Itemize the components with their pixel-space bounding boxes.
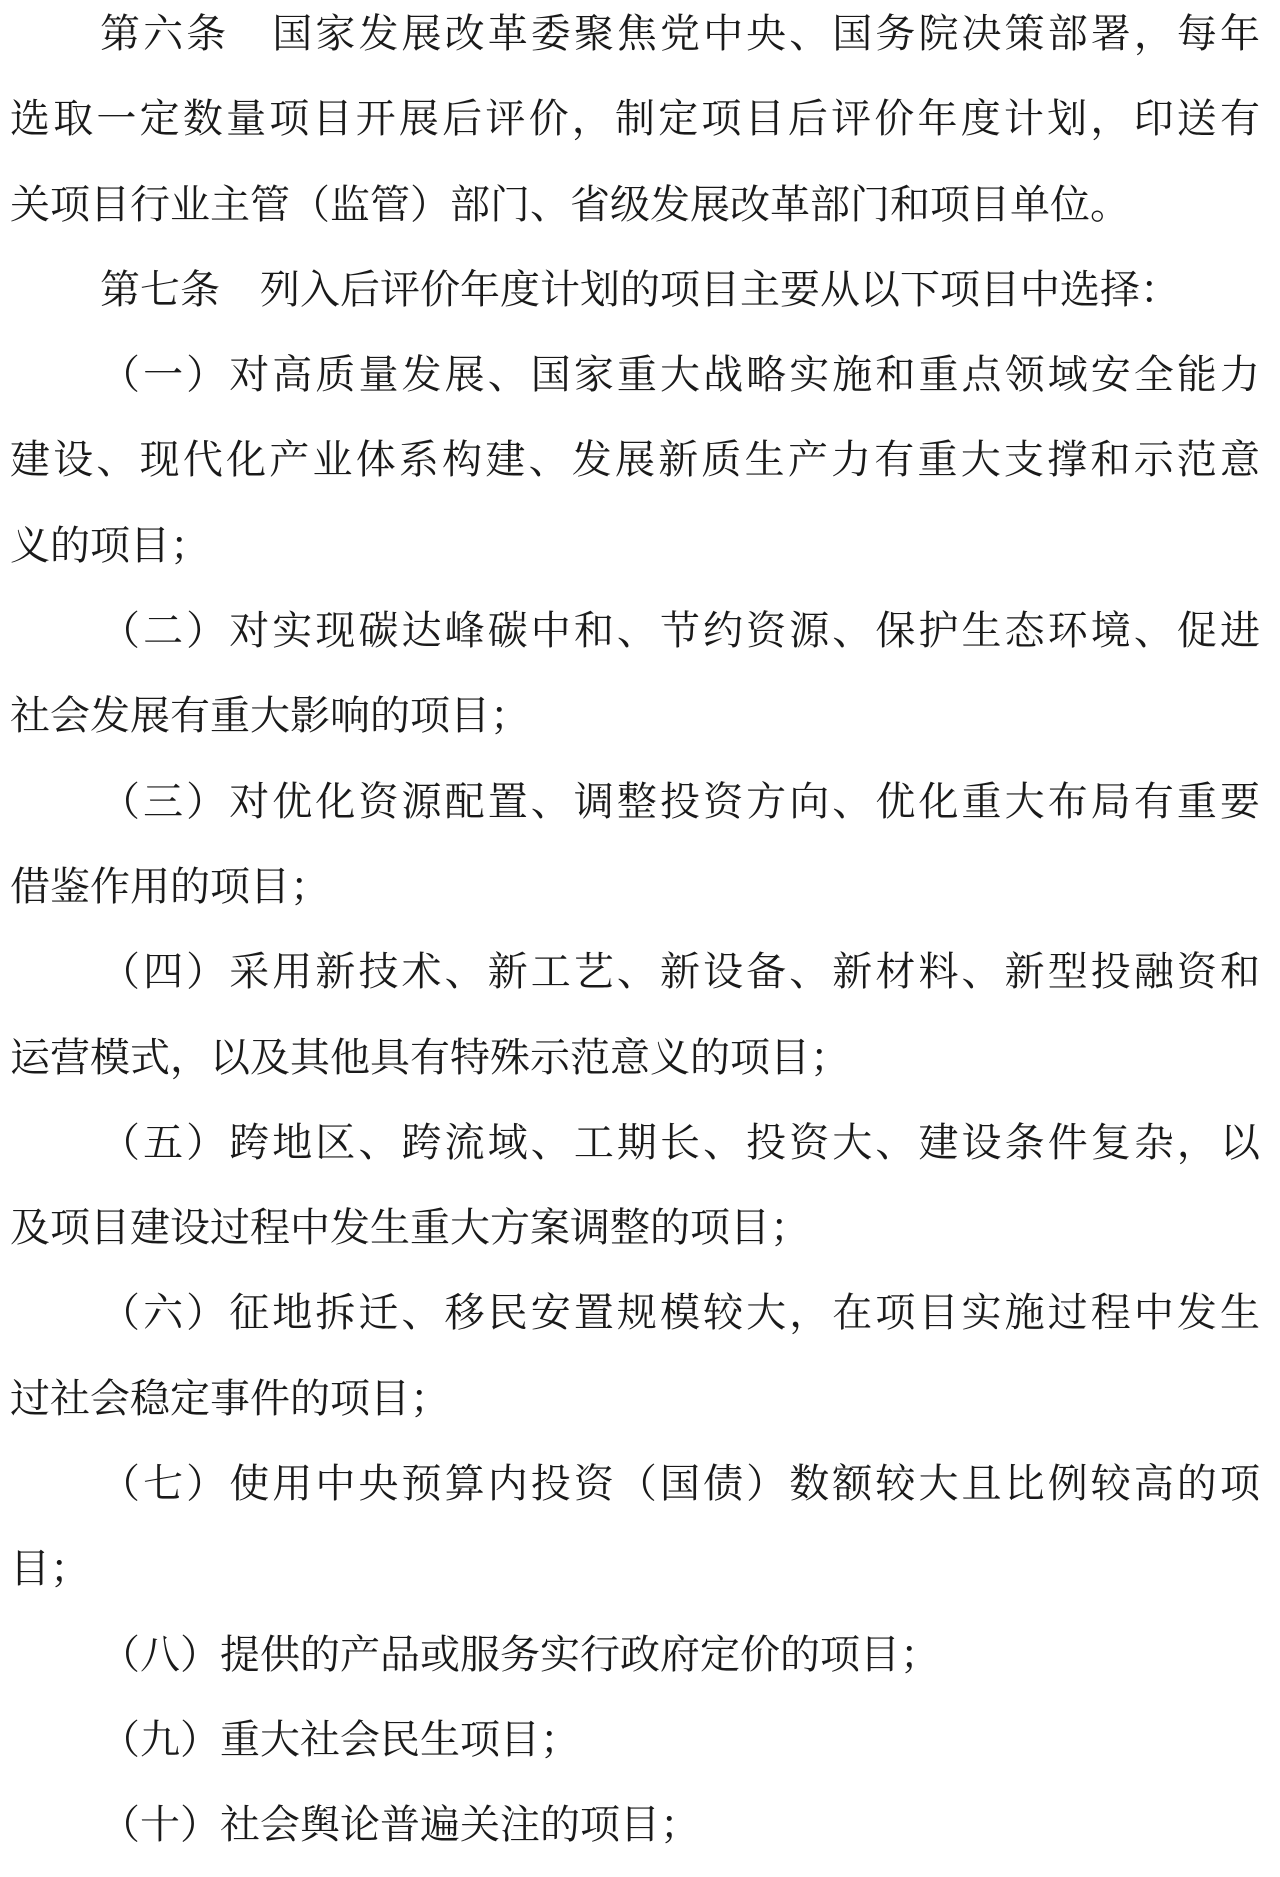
paragraph — [10, 0, 1260, 256]
text-line: （七）使用中央预算内投资（国债）数额较大且比例较高的项 — [100, 1461, 1260, 1508]
text-line: 及项目建设过程中发生重大方案调整的项目； — [10, 1205, 810, 1252]
text-line: 目； — [10, 1546, 90, 1593]
paragraph — [10, 341, 1260, 597]
paragraph — [10, 1450, 1260, 1621]
text-line: 第七条 列入后评价年度计划的项目主要从以下项目中选择： — [100, 266, 1180, 313]
paragraph — [10, 1621, 1260, 1706]
text-line: （三）对优化资源配置、调整投资方向、优化重大布局有重要 — [100, 778, 1260, 825]
text-line: 选取一定数量项目开展后评价，制定项目后评价年度计划，印送有 — [10, 96, 1260, 143]
paragraph — [10, 1279, 1260, 1450]
text-line: 过社会稳定事件的项目； — [10, 1375, 450, 1422]
text-line: （四）采用新技术、新工艺、新设备、新材料、新型投融资和 — [100, 949, 1260, 996]
text-line: 借鉴作用的项目； — [10, 863, 330, 910]
paragraph — [10, 1791, 1260, 1876]
text-line: （八）提供的产品或服务实行政府定价的项目； — [100, 1631, 940, 1678]
text-line: （五）跨地区、跨流域、工期长、投资大、建设条件复杂，以 — [100, 1119, 1260, 1166]
text-line: （二）对实现碳达峰碳中和、节约资源、保护生态环境、促进 — [100, 608, 1260, 655]
text-line: （九）重大社会民生项目； — [100, 1716, 580, 1763]
text-line: 运营模式，以及其他具有特殊示范意义的项目； — [10, 1034, 850, 1081]
paragraph — [10, 768, 1260, 939]
text-line: 建设、现代化产业体系构建、发展新质生产力有重大支撑和示范意 — [10, 437, 1260, 484]
text-line: 义的项目； — [10, 522, 210, 569]
text-line: （六）征地拆迁、移民安置规模较大，在项目实施过程中发生 — [100, 1290, 1260, 1337]
text-line: 第六条 国家发展改革委聚焦党中央、国务院决策部署，每年 — [100, 11, 1260, 57]
paragraph — [10, 256, 1260, 341]
paragraph — [10, 1706, 1260, 1791]
paragraph — [10, 597, 1260, 768]
text-line: （一）对高质量发展、国家重大战略实施和重点领域安全能力 — [100, 352, 1260, 399]
text-line: 社会发展有重大影响的项目； — [10, 693, 530, 740]
paragraph — [10, 938, 1260, 1109]
text-line: （十）社会舆论普遍关注的项目； — [100, 1802, 700, 1849]
paragraph — [10, 1109, 1260, 1280]
document-body — [10, 0, 1260, 1877]
text-line: 关项目行业主管（监管）部门、省级发展改革部门和项目单位。 — [10, 181, 1130, 228]
